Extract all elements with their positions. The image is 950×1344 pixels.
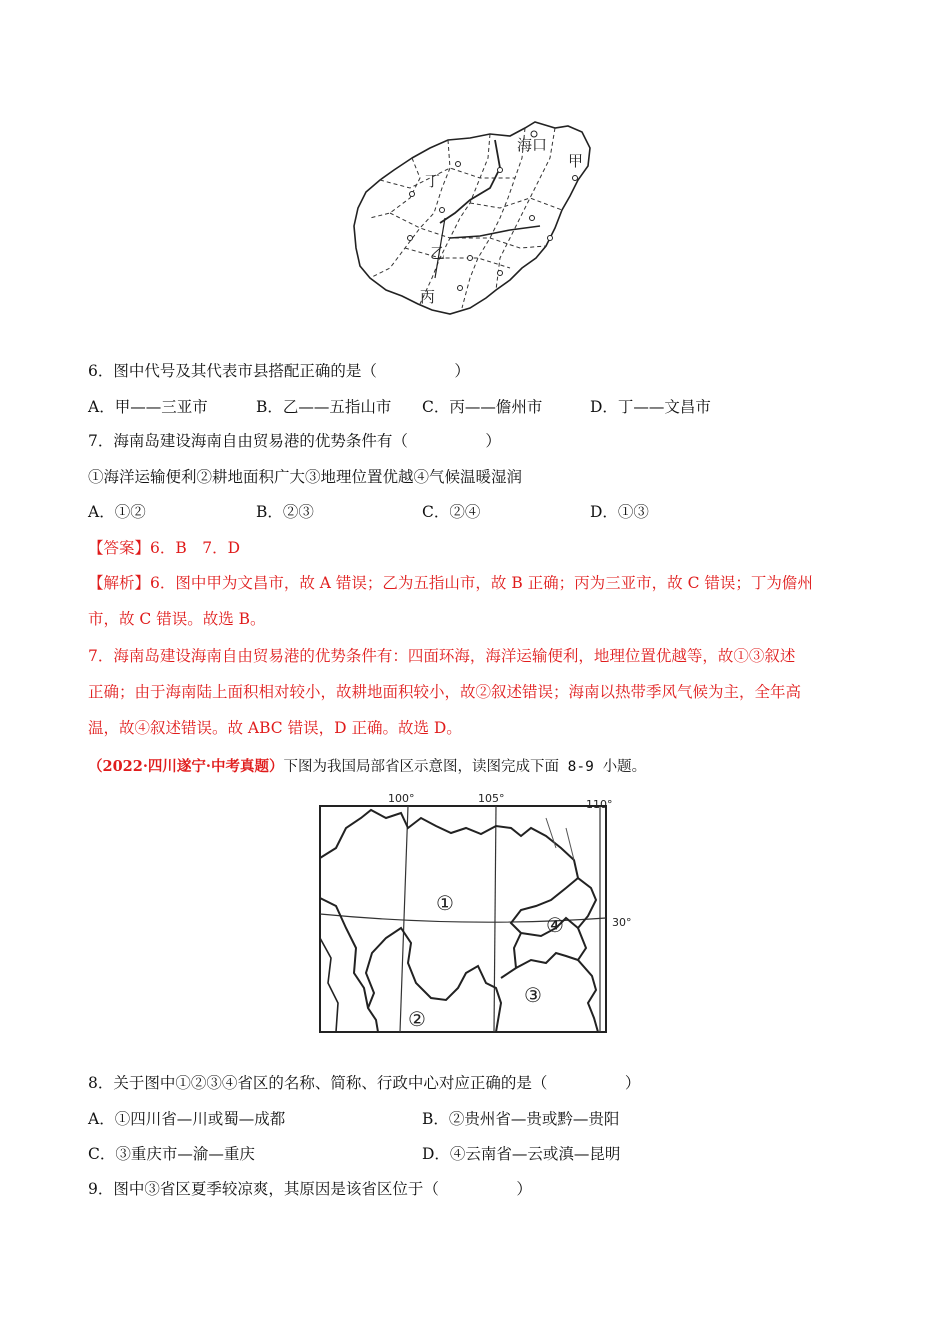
q6-option-d: D．丁——文昌市: [590, 398, 711, 416]
q8-option-a: A．①四川省—川或蜀—成都: [88, 1110, 286, 1128]
analysis-line-4: 正确；由于海南陆上面积相对较小，故耕地面积较小，故②叙述错误；海南以热带季风气候为主，全年高: [88, 683, 802, 701]
section-text: 下图为我国局部省区示意图，读图完成下面 8-9 小题。: [283, 759, 647, 775]
hainan-map: [350, 118, 605, 323]
q8-option-c: C．③重庆市—渝—重庆: [88, 1145, 255, 1163]
section-intro: [88, 756, 646, 778]
q7-option-a: A．①②: [88, 503, 146, 521]
meridian-100: [400, 806, 408, 1032]
q6-option-b: B．乙——五指山市: [256, 398, 392, 416]
lat-label-30: 30°: [612, 916, 632, 929]
analysis-line-3: 7．海南岛建设海南自由贸易港的优势条件有：四面环海，海洋运输便利，地理位置优越等，故①③叙述: [88, 647, 796, 665]
q7-stem: 7．海南岛建设海南自由贸易港的优势条件有（ ）: [88, 432, 501, 450]
q7-statements: ①海洋运输便利②耕地面积广大③地理位置优越④气候温暖湿润: [88, 468, 523, 486]
hainan-outline: [354, 122, 590, 314]
lon-label-100: 100°: [388, 792, 415, 805]
q7-option-c: C．②④: [422, 503, 481, 521]
region-label-2: ②: [408, 1007, 426, 1031]
q8-stem: 8．关于图中①②③④省区的名称、简称、行政中心对应正确的是（ ）: [88, 1074, 641, 1092]
answer-line: 【答案】6．B 7．D: [88, 539, 241, 557]
label-yi: 乙: [430, 244, 446, 262]
q8-option-b: B．②贵州省—贵或黔—贵阳: [422, 1110, 620, 1128]
region-label-3: ③: [524, 983, 542, 1007]
region-label-1: ①: [436, 891, 454, 915]
label-bing: 丙: [420, 288, 436, 306]
province-map: [316, 788, 646, 1036]
region-label-4: ④: [546, 913, 564, 937]
label-ding: 丁: [425, 172, 441, 190]
q9-stem: 9．图中③省区夏季较凉爽，其原因是该省区位于（ ）: [88, 1180, 532, 1198]
analysis-line-5: 温，故④叙述错误。故 ABC 错误，D 正确。故选 D。: [88, 719, 462, 737]
meridian-105: [494, 806, 496, 1032]
lon-label-110: 110°: [586, 798, 613, 811]
q7-option-d: D．①③: [590, 503, 649, 521]
lon-label-105: 105°: [478, 792, 505, 805]
q6-option-a: A．甲——三亚市: [88, 398, 208, 416]
q7-option-b: B．②③: [256, 503, 314, 521]
analysis-line-2: 市，故 C 错误。故选 B。: [88, 610, 266, 628]
section-source: （2022·四川遂宁·中考真题）: [88, 758, 284, 775]
label-haikou: 海口: [517, 136, 548, 154]
q6-option-c: C．丙——儋州市: [422, 398, 543, 416]
q6-stem: 6．图中代号及其代表市县搭配正确的是（ ）: [88, 362, 470, 380]
region-boundary-east: [501, 878, 578, 978]
q8-option-d: D．④云南省—云或滇—昆明: [422, 1145, 621, 1163]
analysis-line-1: 【解析】6．图中甲为文昌市，故 A 错误；乙为五指山市，故 B 正确；丙为三亚市，故 C 错误；丁为儋州: [88, 574, 813, 592]
region-boundary-south: [366, 928, 501, 1032]
label-jia: 甲: [568, 152, 584, 170]
